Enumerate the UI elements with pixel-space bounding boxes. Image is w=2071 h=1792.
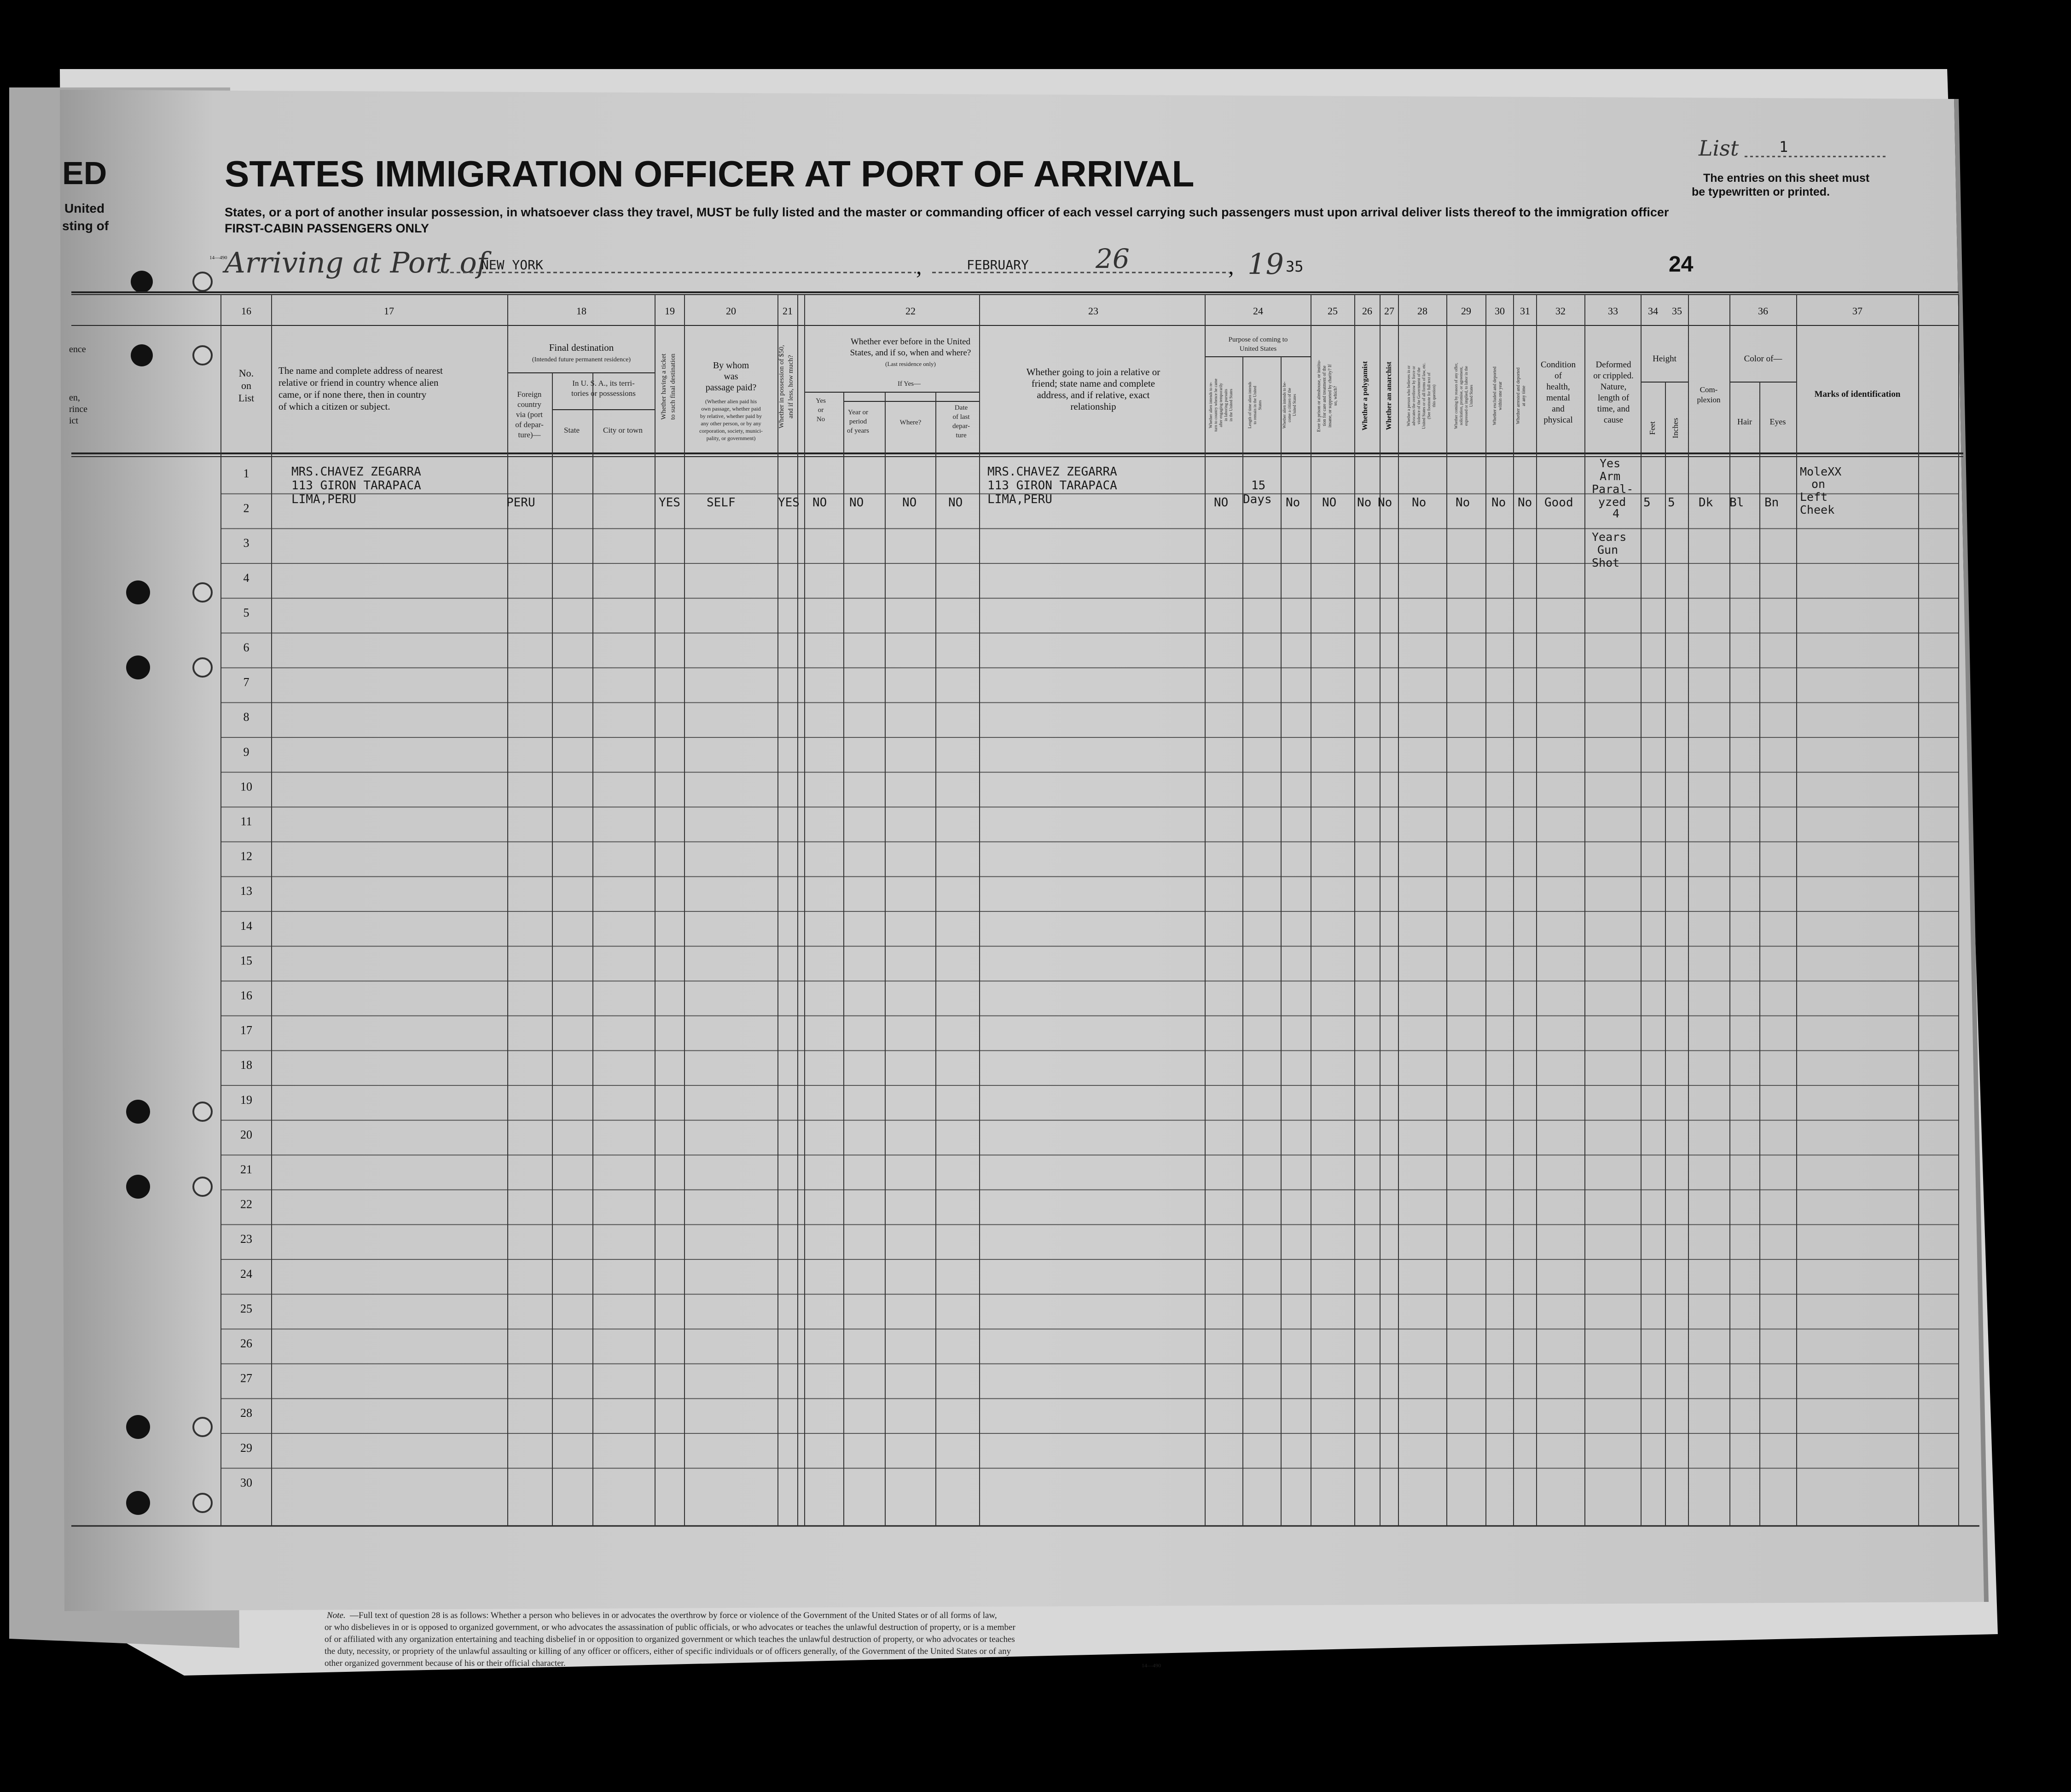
column-number: 29 (1461, 305, 1471, 317)
health-value: Good (1544, 496, 1573, 510)
column-number: 18 (576, 305, 586, 317)
col28-3: violence of the Government of the (1416, 367, 1421, 424)
row-number: 14 (240, 919, 252, 933)
svg-text:rince: rince (69, 404, 87, 414)
col28-4: United States or of all forms of law, etc. (1421, 363, 1426, 429)
where-value: NO (902, 496, 917, 510)
ticket-value: YES (659, 496, 680, 510)
row-number: 13 (240, 884, 252, 898)
instructions-line-1: The entries on this sheet must (1703, 172, 1870, 185)
note-line-2: or who disbelieves in or is opposed to organized government, or who advocates the assassination of public officials, or who advocates or teaches the unlawful destruction of property, or is a member (325, 1623, 1015, 1632)
note-line-5: other organized government because of his or their official character. (325, 1659, 566, 1668)
col24b-2: to remain in the United (1253, 386, 1257, 424)
col16-line3: List (238, 392, 255, 404)
col24a-4: in laboring pursuits (1224, 389, 1228, 421)
col36-title: Color of— (1744, 354, 1782, 364)
relative-name: MRS.CHAVEZ ZEGARRA (291, 465, 421, 479)
svg-text:United: United (64, 201, 105, 215)
marks-3: Left (1800, 490, 1828, 504)
col25-4: so, which? (1333, 386, 1338, 406)
joining-city: LIMA,PERU (987, 493, 1052, 506)
row-number: 20 (240, 1128, 252, 1142)
col22-yesno-2: or (818, 406, 824, 414)
col33-5: time, and (1597, 404, 1630, 414)
col22-years-2: period (849, 418, 867, 425)
column-number: 36 (1758, 305, 1768, 317)
relative-street: 113 GIRON TARAPACA (291, 479, 421, 493)
svg-text:,: , (1228, 253, 1234, 279)
column-number: 20 (726, 305, 736, 317)
col34-feet: Feet (1648, 421, 1657, 435)
row-number: 29 (240, 1441, 252, 1455)
row-number: 30 (240, 1476, 252, 1490)
sheet-number: 24 (1669, 252, 1694, 277)
col23-line4: relationship (1070, 401, 1116, 412)
col22-date-2: of last (952, 413, 970, 421)
column-number: 32 (1555, 305, 1566, 317)
row-number: 2 (243, 501, 249, 515)
col32-3: health, (1546, 382, 1570, 392)
row-number: 21 (240, 1163, 252, 1176)
col21-line2: and if less, how much? (787, 355, 795, 418)
col34-inches: Inches (1671, 418, 1680, 439)
col22-sub: (Last residence only) (885, 360, 936, 367)
years-value: NO (849, 496, 864, 510)
note-line-1: —Full text of question 28 is as follows: Whether a person who believes in or advocates the overthrow by force or violence of the Government of the United States or of all forms of law, (350, 1611, 997, 1620)
row-number: 23 (240, 1232, 252, 1246)
col18-foreign-3: via (port (516, 410, 543, 419)
row-number: 9 (243, 745, 249, 759)
list-label: List (1699, 136, 1739, 161)
col26: Whether a polygamist (1361, 361, 1369, 431)
col18-foreign-4: of depar- (515, 420, 544, 429)
col22-date-4: ture (956, 432, 967, 439)
col24c-2: come a citizen of the (1287, 388, 1292, 423)
deformed-8: Shot (1592, 556, 1620, 569)
col36-hair: Hair (1737, 417, 1752, 426)
col24a-5: in the United States (1229, 389, 1233, 422)
deformed-5: 4 (1613, 507, 1620, 520)
eyes-value: Bn (1764, 496, 1779, 510)
instructions-line-2: be typewritten or printed. (1692, 186, 1830, 198)
col22-title-1: Whether ever before in the United (850, 337, 971, 347)
joining-street: 113 GIRON TARAPACA (987, 479, 1117, 493)
col20-small-4: any other person, or by any (701, 420, 761, 427)
col20-line2: was (724, 371, 738, 382)
row-number: 3 (243, 536, 249, 550)
form-subtitle: States, or a port of another insular possession, in whatsoever class they travel, MUST be fully listed and the master or commanding officer of each vessel carrying such passengers must upon arrival deliver lists thereof to the immigration officer (225, 205, 1669, 219)
month-value: FEBRUARY (967, 257, 1029, 273)
year-prefix: 19 (1247, 247, 1284, 281)
row-number: 28 (240, 1406, 252, 1420)
column-number: 34 (1648, 305, 1658, 317)
length-stay-1: 15 (1251, 479, 1266, 493)
feet-value: 5 (1643, 496, 1651, 510)
col33-1: Deformed (1595, 360, 1631, 370)
list-number: 1 (1779, 138, 1788, 156)
col31-2: at any time (1521, 385, 1526, 406)
deformed-6: Years (1592, 530, 1627, 544)
form-title: STATES IMMIGRATION OFFICER AT PORT OF ARRIVAL (225, 153, 1195, 194)
col33-6: cause (1603, 415, 1624, 425)
col22-ifyes: If Yes— (897, 380, 921, 388)
col30-2: within one year (1498, 381, 1503, 411)
row-number: 4 (243, 571, 249, 585)
col31-1: Whether arrested and deported (1516, 367, 1521, 424)
fifty-dollars-value: YES (778, 496, 800, 510)
intends-return-value: NO (1214, 496, 1229, 510)
manifest-sheet (60, 90, 1984, 1611)
col20-line3: passage paid? (705, 383, 757, 393)
foreign-country-value: PERU (506, 496, 535, 510)
note-heading: Note. (327, 1611, 346, 1620)
svg-text:en,: en, (69, 393, 80, 403)
inches-value: 5 (1668, 496, 1675, 510)
row-number: 17 (240, 1023, 252, 1037)
col32-4: mental (1546, 393, 1570, 403)
col33-3: Nature, (1600, 382, 1627, 392)
before-in-us-value: NO (812, 496, 827, 510)
col22-years-3: of years (847, 427, 869, 435)
col32-2: of (1555, 371, 1562, 381)
column-number: 26 (1362, 305, 1372, 317)
row-number: 6 (243, 641, 249, 654)
col24b-3: States (1258, 400, 1262, 410)
col25-3: insane, or supported by charity? If (1328, 364, 1333, 428)
col33-2: or crippled. (1593, 371, 1634, 381)
column-number: 27 (1384, 305, 1394, 317)
labor-offer-value: No (1456, 496, 1470, 510)
column-number: 31 (1520, 305, 1530, 317)
arrested-value: No (1518, 496, 1532, 510)
col29-2: solicitation, promise, or agreement, (1459, 366, 1463, 425)
deformed-4: yzed (1598, 495, 1626, 509)
col35-2: plexion (1697, 395, 1721, 404)
column-number: 33 (1608, 305, 1618, 317)
note-line-4: the duty, necessity, or propriety of the unlawful assaulting or killing of any officer or officers, either of specific individuals or of officers generally, of the Government of the United States or of any (325, 1647, 1011, 1656)
col17-line3: came, or if none there, then in country (278, 389, 427, 400)
year-suffix: 35 (1286, 258, 1304, 275)
column-number: 16 (241, 305, 251, 317)
col24b-1: Length of time alien intends (1247, 382, 1252, 429)
col37: Marks of identification (1814, 389, 1901, 399)
column-number: 28 (1417, 305, 1427, 317)
column-number: 19 (665, 305, 675, 317)
col18-sub: (Intended future permanent residence) (532, 356, 631, 363)
anarchist-value: No (1378, 496, 1392, 510)
overthrow-value: No (1412, 496, 1427, 510)
date-departure-value: NO (948, 496, 963, 510)
col17-line1: The name and complete address of nearest (278, 365, 443, 376)
prison-value: NO (1322, 496, 1337, 510)
column-number: 23 (1088, 305, 1098, 317)
row-number: 18 (240, 1058, 252, 1072)
row-number: 11 (240, 815, 252, 828)
col30-1: Whether excluded and deported (1492, 366, 1497, 425)
col35-1: Com- (1700, 385, 1718, 394)
hair-value: Bl (1729, 496, 1744, 510)
col24c-1: Whether alien intends to be- (1282, 382, 1287, 429)
excluded-value: No (1491, 496, 1506, 510)
col18-foreign-1: Foreign (517, 390, 542, 399)
col24c-3: United States (1292, 394, 1297, 417)
row-number: 22 (240, 1197, 252, 1211)
col21-line1: Whether in possession of $50, (778, 345, 785, 429)
marks-1: MoleXX (1800, 465, 1842, 478)
marks-4: Cheek (1800, 503, 1835, 516)
col22-date-3: depar- (952, 423, 970, 430)
col22-years-1: Year or (848, 409, 868, 416)
col18-title: Final destination (549, 342, 614, 353)
complexion-value: Dk (1699, 496, 1713, 510)
note-line-3: of or affiliated with any organization entertaining and teaching disbelief in or opposition to organized government or which teaches the unlawful destruction of property, or who advocates or teaches (325, 1635, 1015, 1644)
row-number: 25 (240, 1302, 252, 1316)
citizen-intent-value: No (1286, 496, 1300, 510)
column-number: 24 (1253, 305, 1263, 317)
row-number: 16 (240, 989, 252, 1002)
row-number: 26 (240, 1337, 252, 1350)
row-number: 8 (243, 710, 249, 724)
col29-3: expressed or implied, to labor in the (1464, 366, 1468, 426)
col20-small-6: pality, or government) (706, 435, 756, 441)
svg-text:ict: ict (69, 416, 78, 426)
col22-date-1: Date (954, 404, 968, 412)
column-number: 21 (783, 305, 793, 317)
col24a-2: turn to country whence he came (1213, 378, 1218, 432)
col23-line3: address, and if relative, exact (1037, 389, 1150, 400)
col27: Whether an anarchist (1385, 361, 1393, 430)
col24a-3: after engaging temporarily (1218, 383, 1223, 427)
row-number: 15 (240, 954, 252, 968)
col29-4: United States (1469, 384, 1473, 407)
row-number: 10 (240, 780, 252, 794)
col20-small-1: (Whether alien paid his (705, 398, 757, 405)
col32-1: Condition (1540, 360, 1576, 370)
col17-line4: of which a citizen or subject. (278, 401, 390, 412)
port-value: NEW YORK (481, 257, 543, 273)
col22-title-2: States, and if so, when and where? (850, 348, 971, 358)
col22-yesno-1: Yes (816, 397, 826, 405)
col18-usa-1: In U. S. A., its terri- (572, 379, 635, 388)
col20-small-3: by relative, whether paid by (700, 413, 762, 419)
column-number: 17 (384, 305, 394, 317)
col24-title-1: Purpose of coming to (1228, 336, 1288, 343)
column-number: 30 (1495, 305, 1505, 317)
col18-city: City or town (603, 426, 643, 435)
passage-value: SELF (707, 496, 736, 510)
marks-2: on (1811, 477, 1826, 491)
col33-4: length of (1597, 393, 1630, 403)
col23-line1: Whether going to join a relative or (1026, 366, 1160, 377)
svg-text:ence: ence (69, 344, 86, 354)
arriving-label: Arriving at Port of (225, 246, 487, 279)
col36-eyes: Eyes (1769, 417, 1786, 426)
col19-line2: to such final destination (669, 354, 677, 420)
col17-line2: relative or friend in country whence alien (278, 377, 439, 388)
col19-line1: Whether having a ticket (660, 354, 667, 420)
col32-6: physical (1543, 415, 1573, 425)
day-value: 26 (1096, 243, 1130, 274)
row-number: 24 (240, 1267, 252, 1281)
svg-text:sting of: sting of (62, 219, 109, 233)
joining-name: MRS.CHAVEZ ZEGARRA (987, 465, 1117, 479)
row-number: 7 (243, 675, 249, 689)
col20-line1: By whom (713, 360, 749, 371)
col25-2: tion for care and treatment of the (1322, 365, 1327, 426)
col18-foreign-2: country (517, 400, 541, 409)
column-number: 35 (1672, 305, 1682, 317)
col18-foreign-5: ture)— (518, 430, 541, 439)
col28-5: (See footnote for full text of (1427, 372, 1431, 419)
col20-small-2: own passage, whether paid (701, 406, 761, 412)
col23-line2: friend; state name and complete (1031, 378, 1155, 389)
col20-small-5: corporation, society, munici- (699, 428, 763, 434)
col28-2: advocates the overthrow by force or (1411, 366, 1416, 426)
col22-yesno-3: No (816, 416, 825, 423)
col32-5: and (1552, 404, 1565, 414)
column-number: 25 (1328, 305, 1338, 317)
column-number: 37 (1852, 305, 1862, 317)
deformed-3: Paral- (1592, 482, 1634, 496)
col22-where: Where? (899, 419, 922, 426)
col25-1: Ever in prison or almshouse, or institu- (1317, 360, 1322, 432)
col24-title-2: United States (1239, 345, 1277, 353)
col18-usa-2: tories or possessions (571, 389, 636, 398)
row-number: 27 (240, 1371, 252, 1385)
svg-text:,: , (916, 253, 922, 279)
svg-text:ED: ED (62, 155, 107, 191)
col28-1: Whether a person who believes in or (1406, 365, 1411, 426)
deformed-7: Gun (1597, 543, 1619, 557)
deformed-2: Arm (1600, 470, 1621, 483)
col16-line2: on (241, 380, 251, 391)
col28-6: this question) (1432, 384, 1436, 407)
col24a-1: Whether alien intends to re- (1208, 382, 1213, 429)
column-number: 22 (905, 305, 916, 317)
footer-form-code: 14—490 (1142, 1662, 1161, 1669)
col34-title: Height (1653, 354, 1677, 364)
deformed-1: Yes (1600, 457, 1621, 470)
length-stay-2: Days (1243, 493, 1272, 506)
polygamist-value: No (1357, 496, 1372, 510)
row-number: 19 (240, 1093, 252, 1107)
col16-line1: No. (238, 367, 254, 379)
col29-1: Whether coming by reason of any offer, (1454, 363, 1458, 429)
row-number: 12 (240, 849, 252, 863)
row-number: 1 (243, 467, 249, 480)
row-number: 5 (243, 606, 249, 620)
svg-text:14—490: 14—490 (209, 255, 227, 261)
col18-state: State (564, 426, 580, 435)
relative-city: LIMA,PERU (291, 493, 356, 506)
class-line: FIRST-CABIN PASSENGERS ONLY (225, 221, 429, 235)
